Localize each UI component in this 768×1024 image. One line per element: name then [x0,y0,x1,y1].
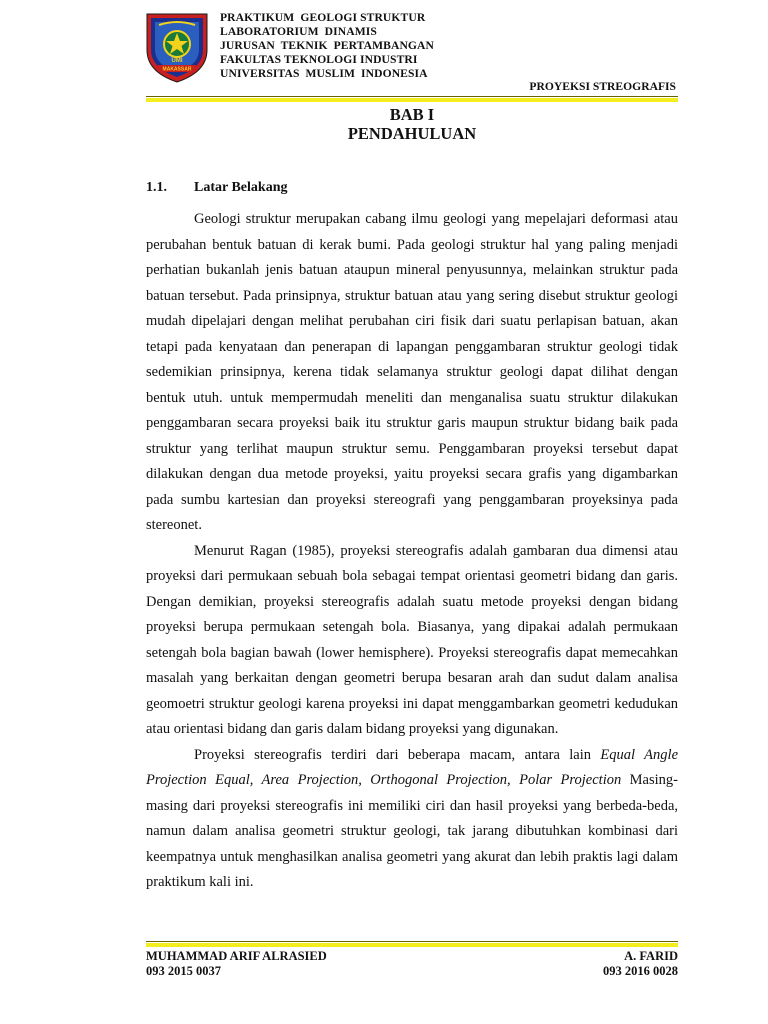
author-id: 093 2015 0037 [146,964,221,978]
paragraph [146,743,678,896]
paragraph-text: Proyeksi stereografis terdiri dari beberapa macam, antara lain [194,746,601,763]
header-line: PRAKTIKUM GEOLOGI STRUKTUR [220,11,426,24]
author-name: MUHAMMAD ARIF ALRASIED [146,949,327,963]
paragraph: Menurut Ragan (1985), proyeksi stereografis adalah gambaran dua dimensi atau proyeksi dari permukaan sebuah bola sebagai tempat orientasi geometri bidang dan garis. Dengan demikian, proyeksi stereografis adalah suatu metode proyeksi dengan bidang proyeksi berupa permukaan setengah bola. Biasanya, yang dipakai adalah permukaan setengah bola bagian bawah (lower hemisphere). Proyeksi stereografis dapat memecahkan masalah yang berkaitan dengan geometri berupa besaran arah dan sudut dalam analisa geomoetri struktur geologi karena proyeksi ini dapat menggambarkan geometri kedudukan atau orientasi bidang dan garis dalam bidang proyeksi yang digunakan. [146,542,678,737]
umi-shield-icon [145,10,209,84]
section-number: 1.1. [146,180,167,195]
chapter-heading [146,105,678,143]
header-line: FAKULTAS TEKNOLOGI INDUSTRI [220,53,418,66]
footer-divider [146,941,678,947]
paragraph: Geologi struktur merupakan cabang ilmu geologi yang mepelajari deformasi atau perubahan bentuk batuan di kerak bumi. Pada geologi struktur hal yang paling menjadi perhatian bukanlah jenis batuan ataupun mineral penyusunnya, melainkan struktur pada batuan tersebut. Pada prinsipnya, struktur batuan atau yang sering disebut struktur geologi mudah dipelajari dengan melihat perubahan ciri fisik dari suatu perlapisan batuan, akan tetapi pada kenyataan dan penerapan di lapangan penggambaran struktur geologi tidak sedemikian prinsipnya, kerena tidak selamanya struktur geologi dapat dilihat dengan bentuk utuh. untuk mempermudah meneliti dan menganalisa suatu struktur dilakukan penggambaran secara proyeksi baik itu struktur garis maupun struktur bidang baik pada struktur yang terlihat maupun struktur semu. Penggambaran proyeksi tersebut dapat dilakukan dengan dua metode proyeksi, yaitu proyeksi secara grafis yang digambarkan pada sumbu kartesian dan proyeksi stereografi yang penggambaran proyeksinya pada stereonet. [146,211,678,533]
paragraph-text: Masing-masing dari proyeksi stereografis ini memiliki ciri dan hasil proyeksi yang berbeda-beda, namun dalam analisa geometri struktur geologi, tak jarang dibutuhkan kombinasi dari keempatnya untuk menghasilkan analisa geometri yang akurat dan lebih praktis lagi dalam praktikum kali ini. [146,772,678,890]
chapter-number: BAB I [389,105,435,124]
author-id: 093 2016 0028 [603,964,678,978]
logo-text: UMI [171,58,183,64]
section-title: Latar Belakang [194,180,288,195]
logo-bottom-text: MAKASSAR [162,66,192,73]
header-line: LABORATORIUM DINAMIS [220,25,377,38]
footer-author-right [603,949,678,979]
institution-header [220,11,434,81]
footer-author-left [146,949,327,979]
header-line: JURUSAN TEKNIK PERTAMBANGAN [220,39,434,52]
author-name: A. FARID [624,949,678,963]
chapter-title: PENDAHULUAN [347,124,477,143]
paragraph-italic-text: Equal Angle Projection Equal, Area Projection, Orthogonal Projection, Polar Projection [146,746,679,788]
university-logo [145,10,209,84]
document-topic: PROYEKSI STREOGRAFIS [529,80,676,93]
page-footer [146,949,678,979]
header-line: UNIVERSITAS MUSLIM INDONESIA [220,67,428,80]
header-divider [146,96,678,102]
body-text [146,207,678,896]
section-heading [146,180,287,196]
